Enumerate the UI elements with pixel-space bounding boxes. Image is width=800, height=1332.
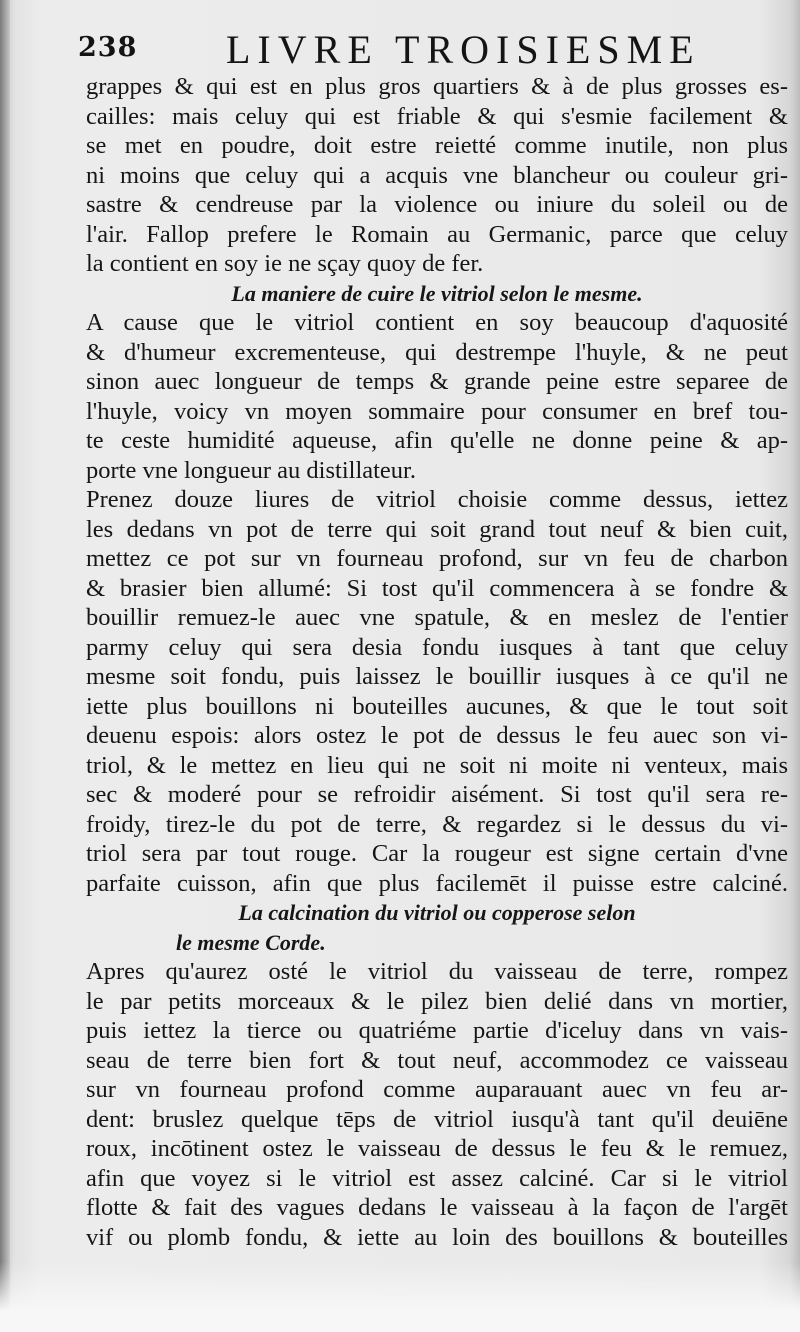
text-line: froidy, tirez-le du pot de terre, & regardez si le dessus du vi-	[86, 810, 788, 838]
text-line: seau de terre bien fort & tout neuf, accommodez ce vaisseau	[86, 1046, 788, 1074]
text-line: deuenu espois: alors ostez le pot de dessus le feu auec son vi-	[86, 722, 788, 749]
text-line: mettez ce pot sur vn fourneau profond, sur vn feu de charbon	[86, 545, 788, 572]
text-line: parmy celuy qui sera desia fondu iusques à tant que celuy	[86, 633, 788, 661]
text-line: l'huyle, voicy vn moyen sommaire pour consumer en bref tou-	[86, 397, 788, 425]
text-line: dent: bruslez quelque tēps de vitriol iusqu'à tant qu'il deuiēne	[86, 1105, 788, 1133]
text-line: cailles: mais celuy qui est friable & qui s'esmie facilement &	[86, 102, 788, 130]
section-heading: le mesme Corde.	[176, 929, 326, 955]
text-line: triol sera par tout rouge. Car la rougeur est signe certain d'vne	[86, 840, 788, 867]
running-head: LIVRE TROISIESME	[226, 27, 701, 72]
section-heading: La calcination du vitriol ou copperose selon	[238, 900, 636, 925]
text-line: mesme soit fondu, puis laissez le bouillir iusques à ce qu'il ne	[86, 663, 788, 690]
text-line: iette plus bouillons ni bouteilles aucunes, & que le tout soit	[86, 692, 788, 720]
text-line: se met en poudre, doit estre reietté comme inutile, non plus	[86, 132, 788, 159]
text-line: le par petits morceaux & le pilez bien delié dans vn mortier,	[86, 987, 788, 1015]
text-line: vif ou plomb fondu, & iette au loin des bouillons & bouteilles	[86, 1223, 788, 1251]
page-number: 238	[78, 32, 138, 63]
text-line: bouillir remuez-le auec vne spatule, & en meslez de l'entier	[86, 604, 788, 631]
text-line: sastre & cendreuse par la violence ou iniure du soleil ou de	[86, 191, 788, 218]
text-line: ni moins que celuy qui a acquis vne blancheur ou couleur gri-	[86, 161, 788, 189]
text-line: Prenez douze liures de vitriol choisie comme dessus, iettez	[86, 486, 788, 513]
text-line: Apres qu'aurez osté le vitriol du vaisseau de terre, rompez	[86, 958, 788, 985]
text-body	[86, 72, 788, 1252]
text-line: la contient en soy ie ne sçay quoy de fer.	[86, 250, 484, 277]
text-line: parfaite cuisson, afin que plus facilemēt il puisse estre calciné.	[86, 869, 788, 897]
text-line: & d'humeur excrementeuse, qui destrempe l'huyle, & ne peut	[86, 338, 788, 366]
section-heading: La maniere de cuire le vitriol selon le mesme.	[231, 280, 643, 306]
text-line: roux, incōtinent ostez le vaisseau de dessus le feu & le remuez,	[86, 1135, 788, 1162]
scan-edge-shadow	[0, 0, 10, 1332]
text-line: triol, & le mettez en lieu qui ne soit ni moite ni venteux, mais	[86, 751, 788, 779]
text-line: sur vn fourneau profond comme auparauant auec vn feu ar-	[86, 1076, 788, 1103]
text-line: puis iettez la tierce ou quatriéme partie d'iceluy dans vn vais-	[86, 1017, 788, 1044]
text-line: grappes & qui est en plus gros quartiers & à de plus grosses es-	[86, 73, 788, 100]
text-line: te ceste humidité aqueuse, afin qu'elle ne donne peine & ap-	[86, 427, 788, 454]
text-line: sinon auec longueur de temps & grande peine estre separee de	[86, 368, 788, 395]
text-line: l'air. Fallop prefere le Romain au Germanic, parce que celuy	[86, 220, 788, 248]
page-bottom-margin	[0, 1262, 800, 1332]
text-line: les dedans vn pot de terre qui soit grand tout neuf & bien cuit,	[86, 515, 788, 543]
text-line: afin que voyez si le vitriol est assez calciné. Car si le vitriol	[86, 1164, 788, 1192]
text-line: porte vne longueur au distillateur.	[86, 456, 416, 484]
text-line: A cause que le vitriol contient en soy beaucoup d'aquosité	[86, 309, 788, 336]
page-header	[78, 18, 778, 72]
text-line: & brasier bien allumé: Si tost qu'il commencera à se fondre &	[86, 574, 788, 602]
text-line: flotte & fait des vagues dedans le vaisseau à la façon de l'argēt	[86, 1194, 788, 1221]
text-line: sec & moderé pour se refroidir aisément. Si tost qu'il sera re-	[86, 781, 788, 808]
